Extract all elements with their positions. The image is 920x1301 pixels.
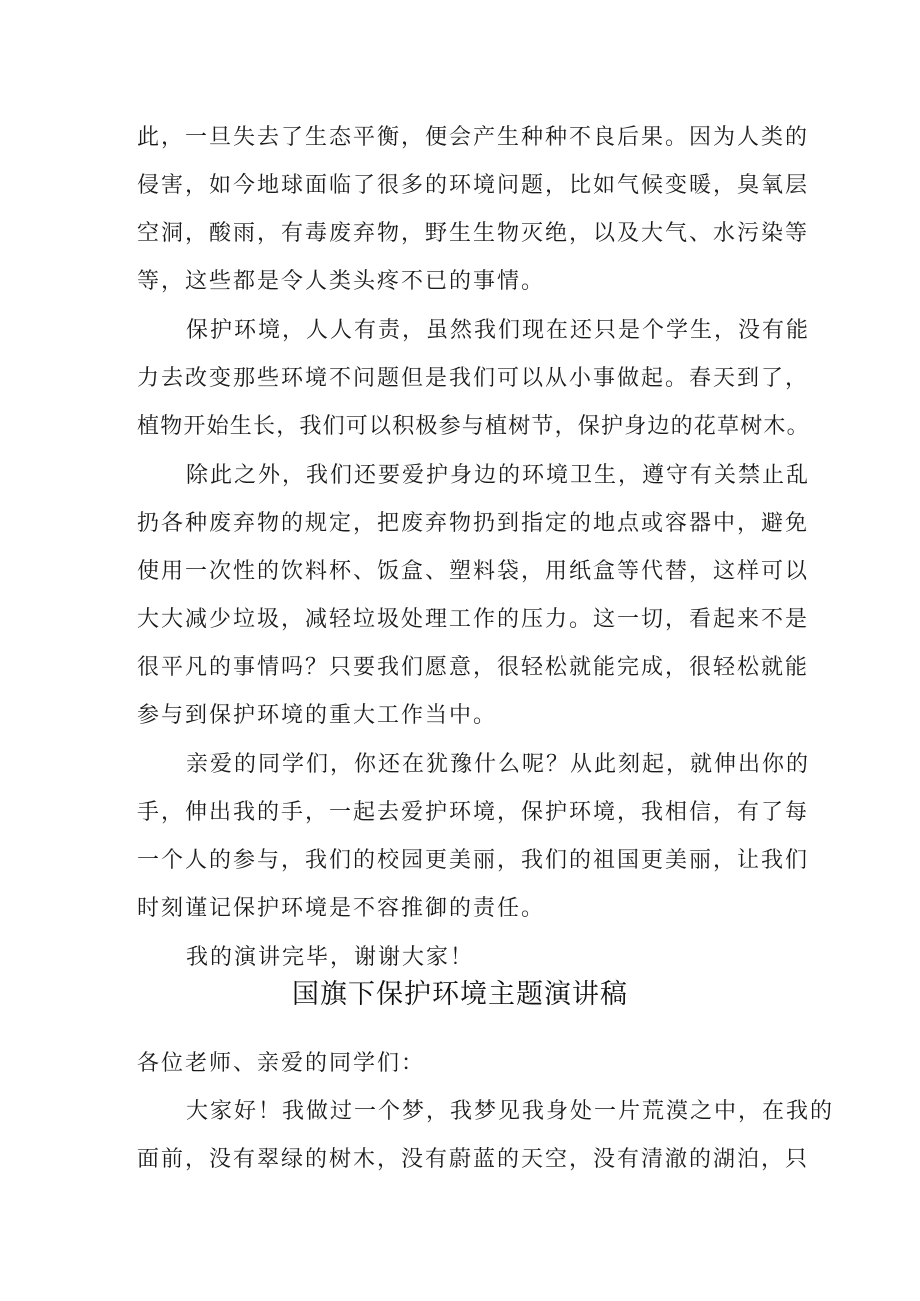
text-line: 面前，没有翠绿的树木，没有蔚蓝的天空，没有清澈的湖泊，只 <box>137 1147 810 1172</box>
text-line: 参与到保护环境的重大工作当中。 <box>137 703 498 728</box>
text-line: 时刻谨记保护环境是不容推御的责任。 <box>137 896 546 921</box>
text-line: 此，一旦失去了生态平衡，便会产生种种不良后果。因为人类的 <box>137 125 810 150</box>
text-line: 侵害，如今地球面临了很多的环境问题，比如气候变暖，臭氧层 <box>137 173 810 198</box>
text-line: 扔各种废弃物的规定，把废弃物扔到指定的地点或容器中，避免 <box>137 511 810 536</box>
text-line: 除此之外，我们还要爱护身边的环境卫生，遵守有关禁止乱 <box>186 463 811 488</box>
text-line: 力去改变那些环境不问题但是我们可以从小事做起。春天到了， <box>137 366 810 391</box>
text-line: 一个人的参与，我们的校园更美丽，我们的祖国更美丽，让我们 <box>137 848 810 873</box>
text-line: 空洞，酸雨，有毒废弃物，野生生物灭绝，以及大气、水污染等 <box>137 221 810 246</box>
text-line: 很平凡的事情吗？只要我们愿意，很轻松就能完成，很轻松就能 <box>137 655 810 680</box>
text-line: 植物开始生长，我们可以积极参与植树节，保护身边的花草树木。 <box>137 414 810 439</box>
closing-line: 我的演讲完毕，谢谢大家！ <box>186 945 475 970</box>
text-line: 大家好！我做过一个梦，我梦见我身处一片荒漠之中，在我的 <box>186 1099 835 1124</box>
salutation: 各位老师、亲爱的同学们： <box>137 1051 426 1076</box>
document-title: 国旗下保护环境主题演讲稿 <box>292 979 628 1010</box>
text-line: 大大减少垃圾，减轻垃圾处理工作的压力。这一切，看起来不是 <box>137 607 810 632</box>
text-line: 亲爱的同学们，你还在犹豫什么呢？从此刻起，就伸出你的 <box>186 752 811 777</box>
text-line: 使用一次性的饮料杯、饭盒、塑料袋，用纸盒等代替，这样可以 <box>137 559 810 584</box>
text-line: 手，伸出我的手，一起去爱护环境，保护环境，我相信，有了每 <box>137 800 810 825</box>
text-line: 保护环境，人人有责，虽然我们现在还只是个学生，没有能 <box>186 318 811 343</box>
text-line: 等，这些都是令人类头疼不已的事情。 <box>137 269 546 294</box>
